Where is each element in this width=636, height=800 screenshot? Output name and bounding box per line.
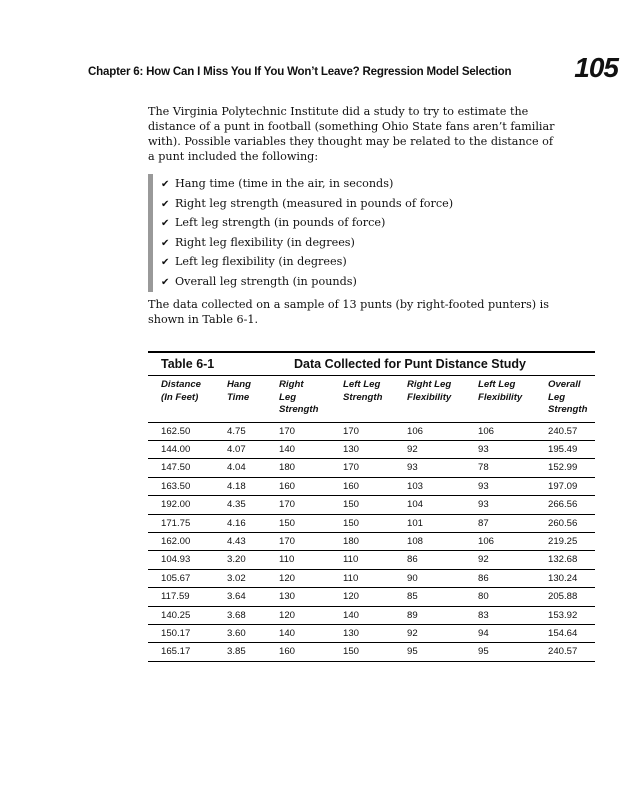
column-header-overall-leg-strength: Overall Leg Strength [546, 376, 595, 423]
bullet-item [161, 174, 561, 194]
table-cell: 170 [277, 422, 341, 440]
table-cell: 140.25 [148, 606, 225, 624]
table-cell: 171.75 [148, 514, 225, 532]
column-header-hang-time: Hang Time [225, 376, 277, 423]
table-cell: 86 [405, 551, 476, 569]
table-cell: 153.92 [546, 606, 595, 624]
table-cell: 80 [476, 588, 546, 606]
data-paragraph: The data collected on a sample of 13 punts (by right-footed punters) is shown in Table 6-1. [148, 298, 549, 326]
table-cell: 120 [277, 606, 341, 624]
bullet-text: Right leg flexibility (in degrees) [175, 235, 355, 249]
table-cell: 150 [341, 496, 405, 514]
table-cell: 147.50 [148, 459, 225, 477]
table-cell: 106 [476, 422, 546, 440]
table-cell: 240.57 [548, 646, 578, 658]
bullet-item [161, 252, 561, 272]
bullet-text: Right leg strength (measured in pounds of force) [175, 196, 454, 210]
column-header-right-leg-flexibility: Right Leg Flexibility [405, 376, 476, 423]
bullet-item [161, 272, 561, 292]
table-cell: 95 [407, 646, 418, 658]
table-row [148, 532, 595, 550]
check-icon: ✔ [161, 198, 170, 210]
table-header-row [148, 376, 595, 423]
bullet-text: Left leg flexibility (in degrees) [175, 255, 347, 269]
table-cell: 4.16 [225, 514, 277, 532]
bullet-text: Left leg strength (in pounds of force) [175, 216, 386, 230]
table-row [148, 514, 595, 532]
table-cell: 4.18 [225, 477, 277, 495]
table-row [148, 569, 595, 587]
table-cell: 120 [341, 588, 405, 606]
table-row [148, 643, 595, 661]
table-cell: 93 [405, 459, 476, 477]
table-cell: 152.99 [546, 459, 595, 477]
table-cell: 92 [405, 440, 476, 458]
table-cell: 93 [476, 477, 546, 495]
page-number: 105 [574, 52, 618, 83]
table-cell: 130 [277, 588, 341, 606]
table-cell: 92 [476, 551, 546, 569]
table-cell: 106 [405, 422, 476, 440]
table-cell: 163.50 [148, 477, 225, 495]
column-header-right-leg-strength: Right Leg Strength [277, 376, 341, 423]
table-row [148, 588, 595, 606]
check-icon: ✔ [161, 276, 170, 288]
table-cell: 132.68 [546, 551, 595, 569]
table-number: Table 6-1 [161, 357, 215, 371]
table-title: Data Collected for Punt Distance Study [294, 357, 526, 371]
column-header-distance: Distance (In Feet) [148, 376, 225, 423]
table-cell: 266.56 [546, 496, 595, 514]
table-cell: 165.17 [161, 646, 191, 658]
table-cell: 85 [405, 588, 476, 606]
table-cell: 110 [341, 551, 405, 569]
table-cell: 192.00 [148, 496, 225, 514]
table-caption [148, 353, 595, 375]
table-cell: 3.85 [227, 646, 246, 658]
table-cell: 104.93 [148, 551, 225, 569]
table-cell: 130 [341, 440, 405, 458]
table-row [148, 440, 595, 458]
table-cell: 170 [277, 532, 341, 550]
table-cell: 195.49 [546, 440, 595, 458]
table-cell: 197.09 [546, 477, 595, 495]
table-cell: 140 [341, 606, 405, 624]
table-cell: 150 [341, 514, 405, 532]
table-cell: 162.50 [148, 422, 225, 440]
bullet-item [161, 194, 561, 214]
table-cell: 180 [277, 459, 341, 477]
table-cell: 219.25 [546, 532, 595, 550]
table-cell: 3.64 [225, 588, 277, 606]
table-cell: 150 [343, 646, 360, 658]
check-icon: ✔ [161, 257, 170, 269]
table-cell: 3.60 [225, 624, 277, 642]
table-cell: 93 [476, 496, 546, 514]
table-cell: 83 [476, 606, 546, 624]
table-cell: 3.68 [225, 606, 277, 624]
bullet-item [161, 213, 561, 233]
table-row [148, 496, 595, 514]
table-row [148, 551, 595, 569]
table-cell: 4.75 [225, 422, 277, 440]
table-cell: 4.43 [225, 532, 277, 550]
check-icon: ✔ [161, 218, 170, 230]
table-cell: 105.67 [148, 569, 225, 587]
table-cell: 170 [277, 496, 341, 514]
punt-data-table [148, 375, 595, 662]
table-cell: 108 [405, 532, 476, 550]
table-cell: 103 [405, 477, 476, 495]
table-cell: 144.00 [148, 440, 225, 458]
table-row [148, 606, 595, 624]
table-cell: 92 [405, 624, 476, 642]
table-cell: 110 [341, 569, 405, 587]
table-cell: 154.64 [546, 624, 595, 642]
table-cell: 95 [478, 646, 489, 658]
column-header-left-leg-strength: Left Leg Strength [341, 376, 405, 423]
table-cell: 4.35 [225, 496, 277, 514]
table-cell: 160 [341, 477, 405, 495]
table-cell: 101 [405, 514, 476, 532]
table-cell: 240.57 [546, 422, 595, 440]
table-cell: 150.17 [148, 624, 225, 642]
table-cell: 140 [277, 440, 341, 458]
table-cell: 180 [341, 532, 405, 550]
page-header [88, 52, 618, 88]
table-cell: 89 [405, 606, 476, 624]
table-cell: 120 [277, 569, 341, 587]
table-cell: 104 [405, 496, 476, 514]
table-cell: 160 [277, 477, 341, 495]
table-cell: 93 [476, 440, 546, 458]
check-icon: ✔ [161, 179, 170, 190]
table-row [148, 422, 595, 440]
table-cell: 140 [277, 624, 341, 642]
table-cell: 4.04 [225, 459, 277, 477]
table-cell: 106 [476, 532, 546, 550]
table-cell: 170 [341, 422, 405, 440]
table-cell: 130.24 [546, 569, 595, 587]
table-cell: 260.56 [546, 514, 595, 532]
table-row [148, 477, 595, 495]
punt-data-table-block [148, 351, 595, 662]
column-header-left-leg-flexibility: Left Leg Flexibility [476, 376, 546, 423]
bullet-item [161, 233, 561, 253]
table-cell: 78 [476, 459, 546, 477]
table-cell: 162.00 [148, 532, 225, 550]
table-row [148, 624, 595, 642]
bullet-text: Hang time (time in the air, in seconds) [175, 177, 394, 190]
check-icon: ✔ [161, 237, 170, 249]
table-body [148, 422, 595, 661]
bullet-text: Overall leg strength (in pounds) [175, 274, 357, 288]
table-cell: 170 [341, 459, 405, 477]
table-cell: 90 [405, 569, 476, 587]
table-row [148, 459, 595, 477]
table-cell: 110 [277, 551, 341, 569]
table-cell: 117.59 [148, 588, 225, 606]
intro-paragraph: The Virginia Polytechnic Institute did a study to try to estimate the distance of a punt in football (something Ohio State fans aren’t familiar with). Possible variables they thought may be related to the distance of a punt included the following: [148, 105, 555, 163]
variable-bullet-list [148, 174, 561, 292]
table-cell: 3.20 [225, 551, 277, 569]
table-cell: 4.07 [225, 440, 277, 458]
table-cell: 3.02 [225, 569, 277, 587]
table-cell: 150 [277, 514, 341, 532]
table-cell: 160 [279, 646, 296, 658]
table-cell: 87 [476, 514, 546, 532]
chapter-title: Chapter 6: How Can I Miss You If You Won’t Leave? Regression Model Selection [88, 64, 512, 78]
table-cell: 94 [476, 624, 546, 642]
table-cell: 86 [476, 569, 546, 587]
table-cell: 130 [341, 624, 405, 642]
table-cell: 205.88 [546, 588, 595, 606]
